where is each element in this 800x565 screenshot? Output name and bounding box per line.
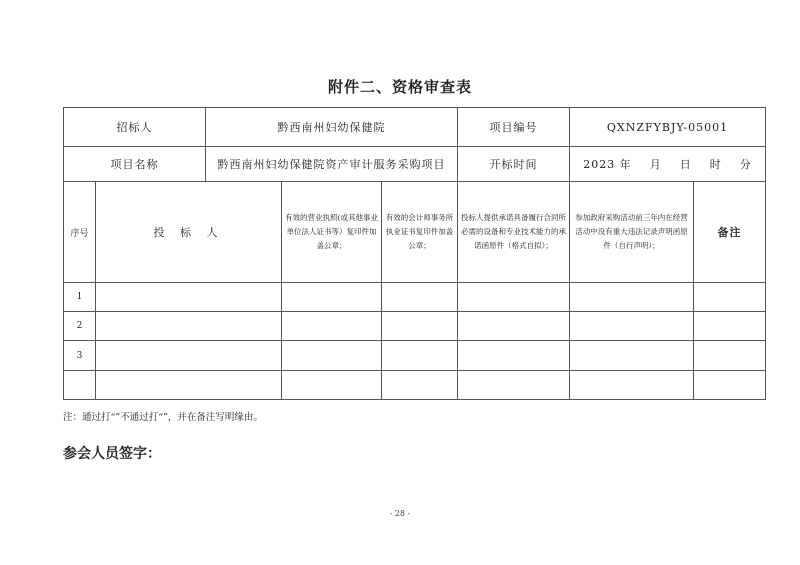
- col-seq: 序号: [64, 182, 96, 283]
- row-seq: 2: [64, 312, 96, 341]
- cell-license: [282, 341, 382, 371]
- info-row-project: [64, 147, 766, 182]
- cell-commitment: [458, 371, 570, 400]
- cell-remarks: [694, 341, 766, 371]
- cell-remarks: [694, 312, 766, 341]
- cell-bidder: [96, 312, 282, 341]
- cell-commitment: [458, 341, 570, 371]
- table-row: [64, 341, 766, 371]
- col-remarks: 备注: [694, 182, 766, 283]
- project-name-value: 黔西南州妇幼保健院资产审计服务采购项目: [206, 147, 458, 182]
- cell-cpa: [382, 312, 458, 341]
- cell-commitment: [458, 283, 570, 312]
- table-row: [64, 371, 766, 400]
- cell-remarks: [694, 371, 766, 400]
- page-title: 附件二、资格审查表: [327, 78, 472, 96]
- cell-bidder: [96, 341, 282, 371]
- col-cpa: 有效的会计师事务所执业证书复印件加盖公章；: [382, 182, 458, 283]
- col-commitment: 投标人提供承诺具备履行合同所必需的设备和专业技术能力的承诺函原件（格式自拟）；: [458, 182, 570, 283]
- cell-declaration: [570, 312, 694, 341]
- cell-commitment: [458, 312, 570, 341]
- cell-declaration: [570, 283, 694, 312]
- cell-license: [282, 312, 382, 341]
- qualification-table: [63, 107, 766, 400]
- col-declaration: 参加政府采购活动前三年内在经营活动中没有重大违法记录声明函原件（自行声明）；: [570, 182, 694, 283]
- row-seq: [64, 371, 96, 400]
- opening-time-label: 开标时间: [458, 147, 570, 182]
- col-bidder: 投 标 人: [96, 182, 282, 283]
- table-row: [64, 283, 766, 312]
- info-row-tenderer: [64, 108, 766, 147]
- project-name-label: 项目名称: [64, 147, 206, 182]
- row-seq: 1: [64, 283, 96, 312]
- tenderer-value: 黔西南州妇幼保健院: [206, 108, 458, 147]
- table-row: [64, 312, 766, 341]
- cell-remarks: [694, 283, 766, 312]
- cell-cpa: [382, 371, 458, 400]
- column-header-row: [64, 182, 766, 283]
- page-number: - 28 -: [389, 509, 411, 518]
- project-no-label: 项目编号: [458, 108, 570, 147]
- project-no-value: QXNZFYBJY-05001: [570, 108, 766, 147]
- row-seq: 3: [64, 341, 96, 371]
- col-license: 有效的营业执照(或其他事业单位法人证书等）复印件加盖公章；: [282, 182, 382, 283]
- footnote: 注：通过打“”不通过打“”，并在备注写明缘由。: [63, 412, 263, 423]
- cell-license: [282, 283, 382, 312]
- cell-bidder: [96, 371, 282, 400]
- cell-bidder: [96, 283, 282, 312]
- cell-license: [282, 371, 382, 400]
- cell-cpa: [382, 341, 458, 371]
- cell-cpa: [382, 283, 458, 312]
- opening-time-value: 2023 年 月 日 时 分: [570, 147, 766, 182]
- tenderer-label: 招标人: [64, 108, 206, 147]
- cell-declaration: [570, 371, 694, 400]
- signature-label: 参会人员签字：: [63, 446, 161, 462]
- cell-declaration: [570, 341, 694, 371]
